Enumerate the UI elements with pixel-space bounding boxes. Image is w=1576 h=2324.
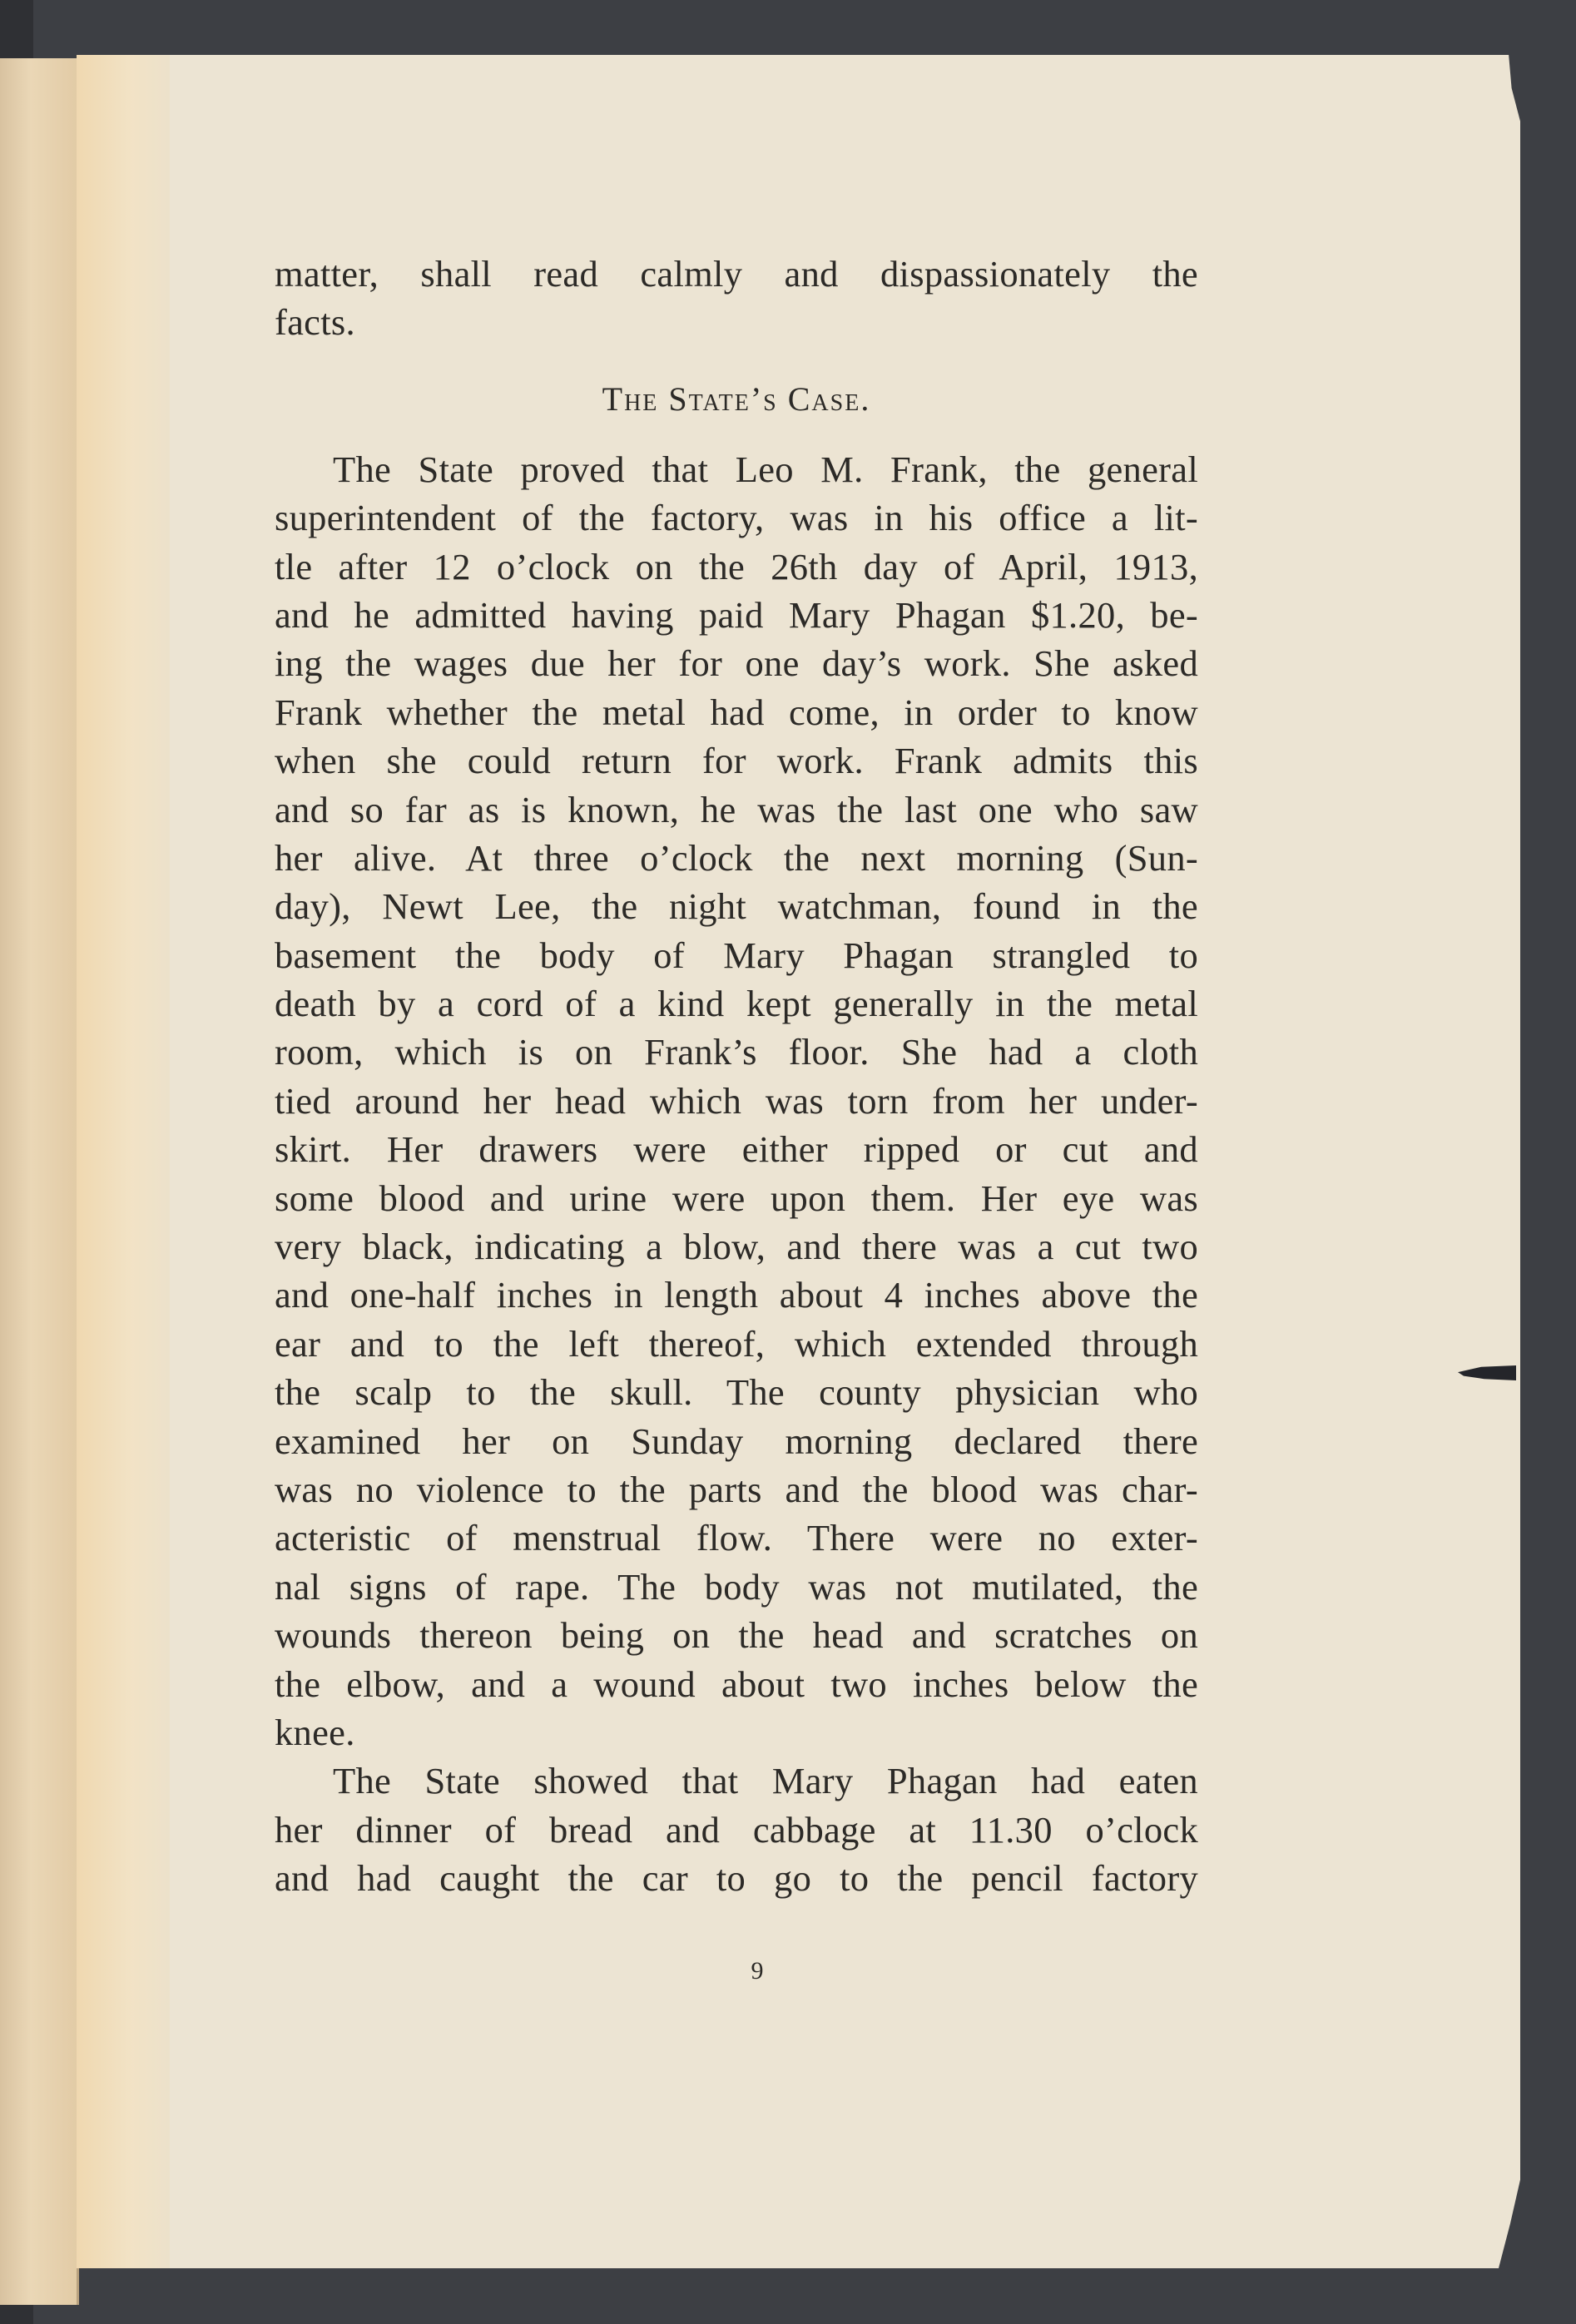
text-line: ear and to the left thereof, which extended through <box>275 1322 1198 1365</box>
text-line: was no violence to the parts and the blood was char- <box>275 1468 1198 1510</box>
text-line: Frank whether the metal had come, in order to know <box>275 691 1198 733</box>
text-line: matter, shall read calmly and dispassionately the <box>275 253 1198 295</box>
text-line: the elbow, and a wound about two inches below the <box>275 1662 1198 1705</box>
text-line: tle after 12 o’clock on the 26th day of April, 1913, <box>275 545 1198 587</box>
text-line: nal signs of rape. The body was not mutilated, the <box>275 1565 1198 1608</box>
page-body-text <box>275 250 1198 1903</box>
text-line: skirt. Her drawers were either ripped or cut and <box>275 1128 1198 1171</box>
text-line: and had caught the car to go to the pencil factory <box>275 1857 1198 1900</box>
text-line: some blood and urine were upon them. Her eye was <box>275 1177 1198 1219</box>
text-line: ing the wages due her for one day’s work. She asked <box>275 642 1198 685</box>
text-line: day), Newt Lee, the night watchman, found in the <box>275 885 1198 928</box>
text-line: and so far as is known, he was the last one who saw <box>275 788 1198 830</box>
text-line: wounds thereon being on the head and scratches on <box>275 1614 1198 1657</box>
text-line: her dinner of bread and cabbage at 11.30 o’clock <box>275 1808 1198 1851</box>
text-line: very black, indicating a blow, and there was a cut two <box>275 1226 1198 1268</box>
text-line: tied around her head which was torn from her under- <box>275 1079 1198 1122</box>
text-line: and he admitted having paid Mary Phagan $1.20, be- <box>275 593 1198 636</box>
text-line: when she could return for work. Frank admits this <box>275 740 1198 782</box>
text-line: superintendent of the factory, was in his office a lit- <box>275 497 1198 539</box>
binding-edge <box>0 58 79 2305</box>
text-line: death by a cord of a kind kept generally in the metal <box>275 983 1198 1025</box>
text-line: acteristic of menstrual flow. There were no exter- <box>275 1517 1198 1559</box>
text-line: the scalp to the skull. The county physician who <box>275 1371 1198 1414</box>
text-line: The State showed that Mary Phagan had eaten <box>333 1760 1198 1802</box>
text-line: examined her on Sunday morning declared there <box>275 1420 1198 1462</box>
page-number: 9 <box>751 1957 764 1985</box>
tape-strip <box>77 55 170 2268</box>
text-line: her alive. At three o’clock the next morning (Sun- <box>275 836 1198 879</box>
section-heading: The State’s Case. <box>602 379 871 418</box>
text-line: knee. <box>275 1711 355 1753</box>
text-line: room, which is on Frank’s floor. She had a cloth <box>275 1031 1198 1073</box>
text-line: The State proved that Leo M. Frank, the general <box>333 448 1198 490</box>
text-line: and one-half inches in length about 4 inches above the <box>275 1274 1198 1316</box>
text-line: facts. <box>275 301 355 344</box>
text-line: basement the body of Mary Phagan strangled to <box>275 934 1198 976</box>
